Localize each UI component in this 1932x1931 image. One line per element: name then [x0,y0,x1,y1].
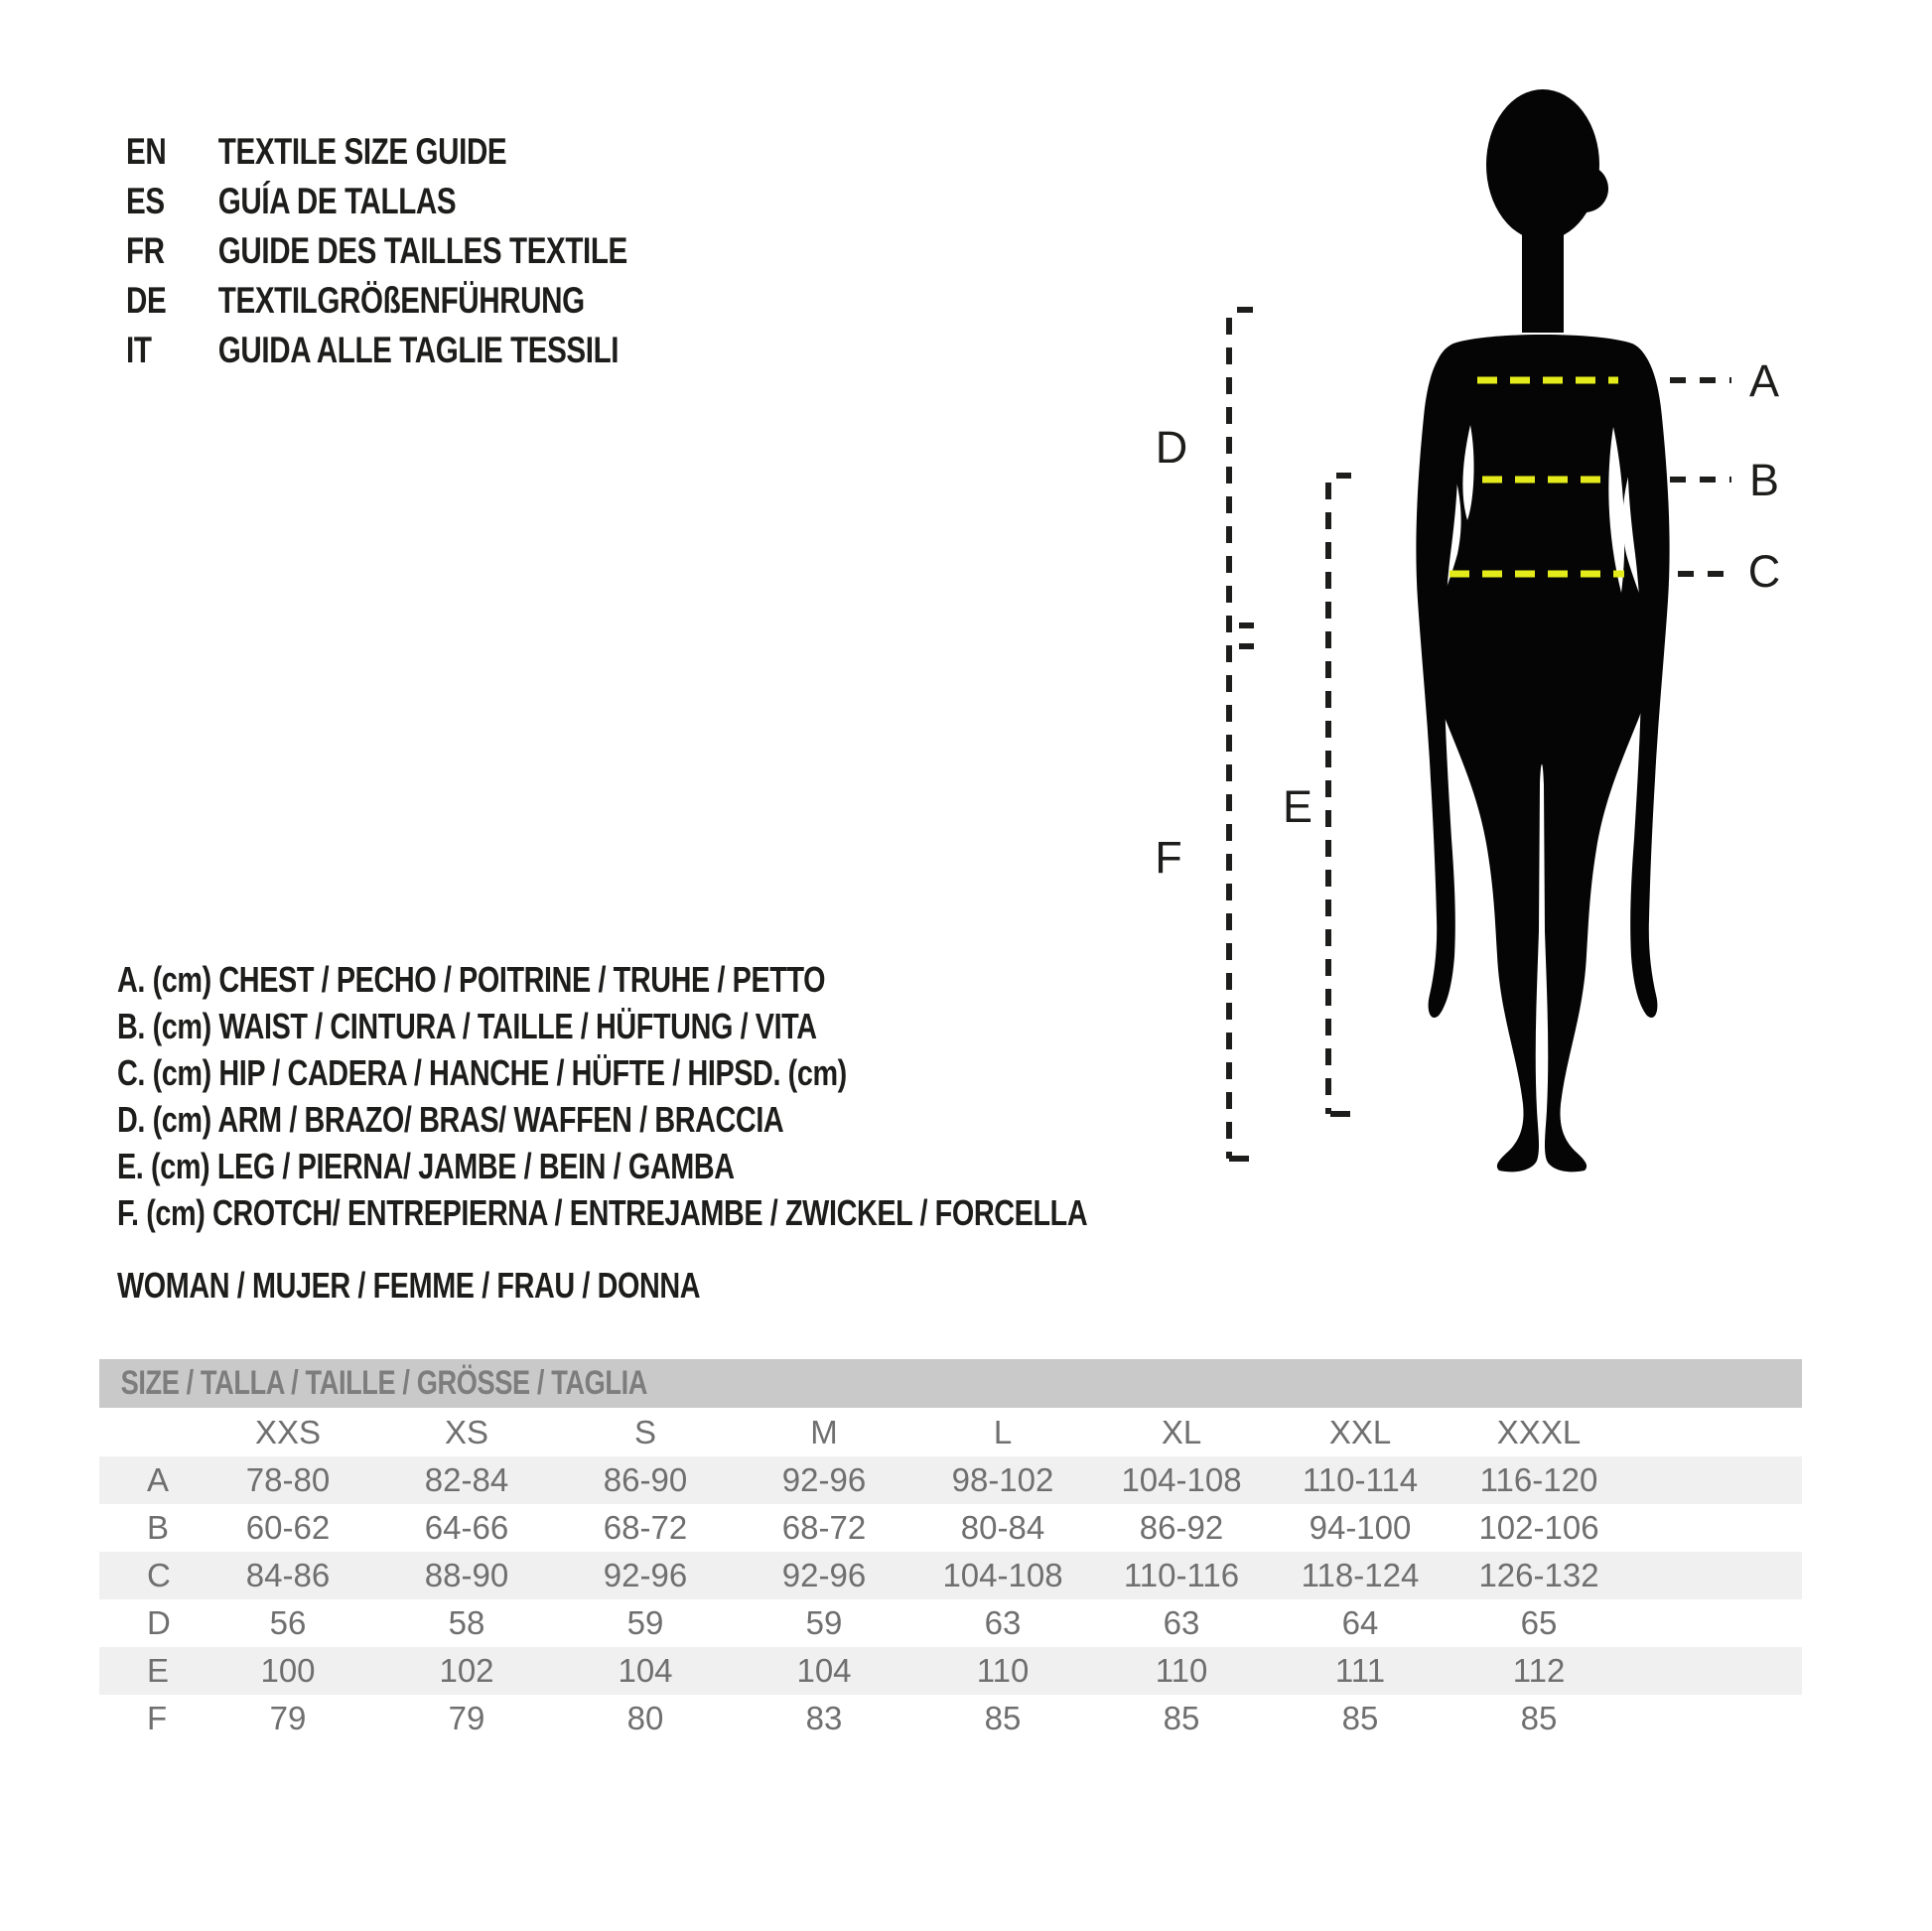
table-cell: 104 [796,1652,852,1689]
table-cell: 63 [1163,1604,1200,1641]
legend-line-chest: A. (cm) CHEST / PECHO / POITRINE / TRUHE / PETTO [117,959,826,1000]
table-cell: 98-102 [951,1461,1054,1498]
table-row-chest [99,1456,1802,1504]
table-cell: 85 [1163,1700,1200,1736]
measure-label-c: C [1747,546,1781,597]
language-code: EN [126,131,167,172]
language-row-en [126,127,627,177]
table-cell: 82-84 [424,1461,509,1498]
tick-marks [1229,310,1351,1159]
table-cell: 79 [269,1700,307,1736]
legend-line-waist: B. (cm) WAIST / CINTURA / TAILLE / HÜFTUNG / VITA [117,1006,817,1046]
category-title: WOMAN / MUJER / FEMME / FRAU / DONNA [117,1265,701,1306]
language-code: FR [126,230,165,271]
table-cell: 58 [448,1604,485,1641]
table-cell: 110-116 [1123,1557,1240,1593]
table-header-band [99,1359,1802,1408]
measure-label-b: B [1748,455,1780,505]
table-cell: 110-114 [1302,1461,1419,1498]
table-cell: 100 [260,1652,316,1689]
legend-line-hip: C. (cm) HIP / CADERA / HANCHE / HÜFTE / HIPSD. (cm) [117,1052,847,1093]
vertical-measure-lines [1229,310,1351,1159]
size-col-header: S [633,1414,656,1450]
table-row-waist [99,1504,1802,1552]
row-label: A [147,1461,170,1498]
table-cell: 79 [448,1700,485,1736]
row-label: D [147,1604,171,1641]
row-label: C [147,1557,171,1593]
language-row-fr [126,226,627,276]
table-cell: 102 [439,1652,494,1689]
table-cell: 104 [618,1652,673,1689]
table-cell: 68-72 [603,1509,688,1546]
table-cell: 59 [805,1604,843,1641]
table-cell: 84-86 [245,1557,331,1593]
language-code: ES [126,181,165,221]
table-cell: 80 [626,1700,664,1736]
row-label: B [147,1509,170,1546]
size-col-header: XXL [1328,1414,1392,1450]
row-label: E [147,1652,170,1689]
table-cell: 64 [1341,1604,1379,1641]
size-col-header: M [810,1414,838,1450]
language-code: DE [126,280,167,321]
measure-label-d: D [1155,422,1188,473]
table-cell: 102-106 [1478,1509,1599,1546]
table-cell: 63 [984,1604,1022,1641]
table-cell: 116-120 [1479,1461,1598,1498]
table-cell: 86-92 [1139,1509,1224,1546]
table-row-hip [99,1552,1802,1599]
measure-label-a: A [1748,355,1780,406]
language-guide-title: GUIDA ALLE TAGLIE TESSILI [217,330,620,370]
table-header-label: SIZE / TALLA / TAILLE / GRÖSSE / TAGLIA [120,1364,648,1402]
table-cell: 85 [984,1700,1022,1736]
language-code: IT [126,330,152,370]
woman-silhouette-icon [1416,89,1669,1172]
leader-dashes [1670,380,1731,574]
table-cell: 85 [1520,1700,1558,1736]
table-cell: 92-96 [603,1557,688,1593]
language-row-it [126,326,627,375]
measurement-legend [117,956,1087,1236]
size-col-header: XXXL [1496,1414,1582,1450]
language-guide-title: TEXTILGRÖßENFÜHRUNG [217,280,585,321]
table-cell: 65 [1520,1604,1558,1641]
language-title-list [126,127,627,375]
legend-line-leg: E. (cm) LEG / PIERNA/ JAMBE / BEIN / GAMBA [117,1146,735,1186]
size-col-header: XXS [254,1414,322,1450]
language-row-es [126,177,627,226]
language-row-de [126,276,627,326]
measure-label-e: E [1282,781,1313,832]
table-cell: 104-108 [1121,1461,1242,1498]
row-label: F [147,1700,168,1736]
table-cell: 64-66 [424,1509,509,1546]
size-col-header: XL [1161,1414,1202,1450]
size-table [99,1359,1802,1742]
table-cell: 86-90 [603,1461,688,1498]
language-guide-title: GUÍA DE TALLAS [217,181,457,221]
table-row-crotch [99,1695,1802,1742]
table-cell: 92-96 [781,1461,867,1498]
table-cell: 68-72 [781,1509,867,1546]
table-cell: 60-62 [245,1509,331,1546]
table-cell: 118-124 [1301,1557,1420,1593]
table-cell: 94-100 [1309,1509,1412,1546]
table-cell: 104-108 [942,1557,1063,1593]
size-col-header: XS [444,1414,489,1450]
legend-line-arm: D. (cm) ARM / BRAZO/ BRAS/ WAFFEN / BRACCIA [117,1099,784,1140]
table-cell: 59 [626,1604,664,1641]
size-header-row [99,1408,1802,1456]
language-guide-title: GUIDE DES TAILLES TEXTILE [217,230,627,271]
table-cell: 110 [976,1652,1030,1689]
table-row-arm [99,1599,1802,1647]
table-cell: 80-84 [960,1509,1045,1546]
measurement-diagram [1142,60,1932,1191]
legend-line-crotch: F. (cm) CROTCH/ ENTREPIERNA / ENTREJAMBE / ZWICKEL / FORCELLA [117,1192,1088,1233]
size-col-header: L [993,1414,1013,1450]
language-guide-title: TEXTILE SIZE GUIDE [217,131,507,172]
table-cell: 126-132 [1478,1557,1599,1593]
table-cell: 111 [1334,1652,1386,1689]
table-cell: 83 [805,1700,843,1736]
table-row-leg [99,1647,1802,1695]
table-cell: 88-90 [424,1557,509,1593]
table-cell: 85 [1341,1700,1379,1736]
table-cell: 112 [1512,1652,1566,1689]
table-cell: 78-80 [245,1461,331,1498]
table-cell: 92-96 [781,1557,867,1593]
table-cell: 56 [269,1604,307,1641]
measure-label-f: F [1155,832,1182,883]
table-cell: 110 [1155,1652,1208,1689]
